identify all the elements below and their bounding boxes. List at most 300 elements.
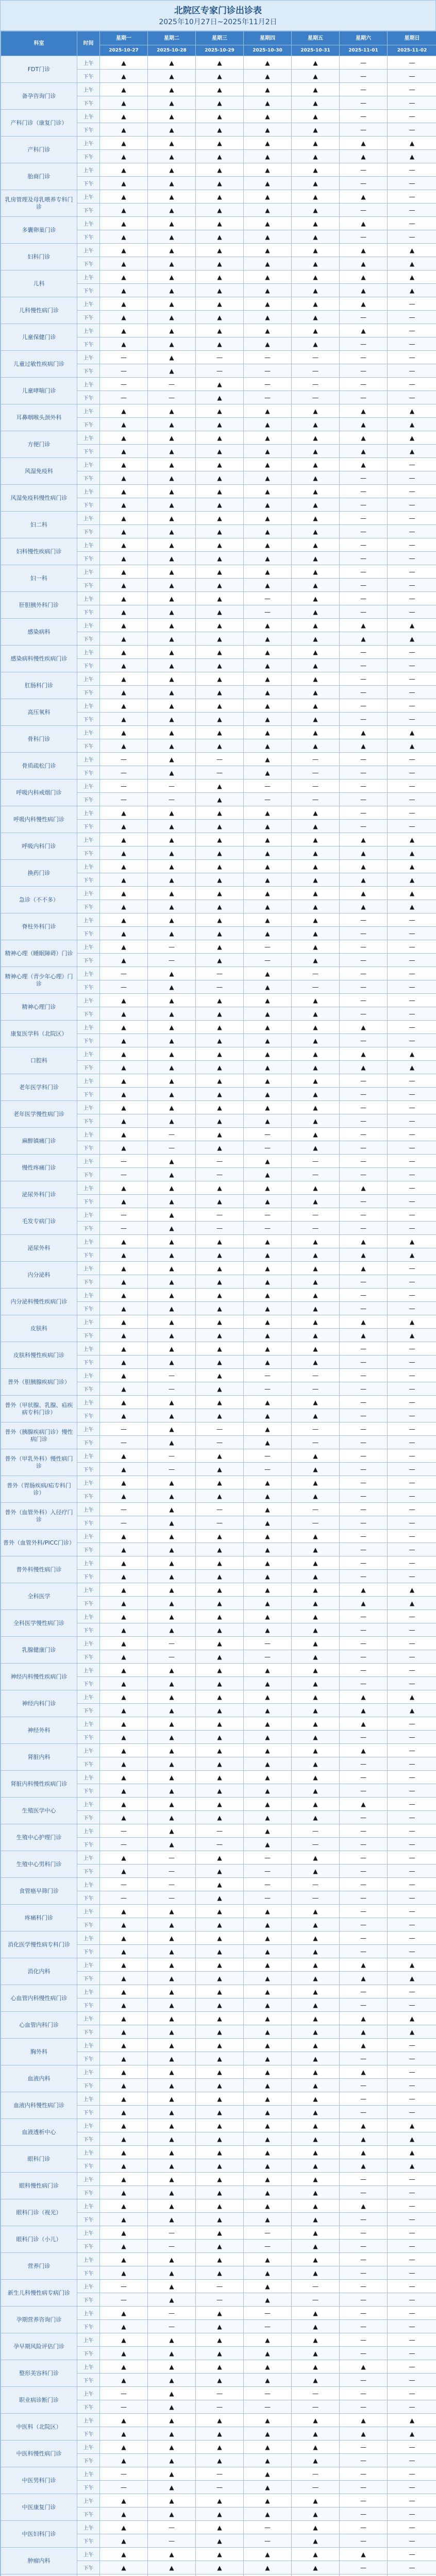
closed-marker: — [292, 1208, 340, 1222]
open-marker: ▲ [196, 2173, 244, 2186]
table-row [1, 1744, 436, 1757]
open-marker: ▲ [100, 1637, 148, 1650]
closed-marker: — [340, 96, 388, 110]
open-marker: ▲ [292, 2052, 340, 2065]
closed-marker: — [292, 779, 340, 793]
open-marker: ▲ [148, 2159, 196, 2173]
open-marker: ▲ [196, 793, 244, 806]
open-marker: ▲ [148, 1771, 196, 1784]
time-slot: 下午 [77, 632, 100, 646]
open-marker: ▲ [292, 846, 340, 860]
open-marker: ▲ [244, 1838, 292, 1851]
open-marker: ▲ [100, 592, 148, 605]
open-marker: ▲ [148, 137, 196, 150]
open-marker: ▲ [292, 1637, 340, 1650]
department-name: 神经内科门诊 [1, 1690, 77, 1717]
time-slot: 上午 [77, 1583, 100, 1597]
open-marker: ▲ [292, 311, 340, 324]
closed-marker: — [148, 1128, 196, 1141]
closed-marker: — [388, 2226, 436, 2240]
open-marker: ▲ [340, 2146, 388, 2159]
closed-marker: — [388, 2240, 436, 2253]
department-name: 备孕咨询门诊 [1, 83, 77, 110]
department-name: 心血管内科慢性病门诊 [1, 1985, 77, 2012]
closed-marker: — [244, 2320, 292, 2333]
open-marker: ▲ [292, 2414, 340, 2427]
open-marker: ▲ [196, 1704, 244, 1717]
open-marker: ▲ [244, 2481, 292, 2494]
closed-marker: — [292, 1516, 340, 1530]
open-marker: ▲ [292, 445, 340, 458]
table-row [1, 1931, 436, 1945]
open-marker: ▲ [292, 1248, 340, 1262]
closed-marker: — [388, 565, 436, 579]
department-name: 妇科门诊 [1, 244, 77, 270]
open-marker: ▲ [196, 1543, 244, 1556]
open-marker: ▲ [292, 1355, 340, 1369]
open-marker: ▲ [196, 1262, 244, 1275]
open-marker: ▲ [292, 1757, 340, 1771]
time-slot: 上午 [77, 2253, 100, 2266]
time-slot: 上午 [77, 1047, 100, 1061]
open-marker: ▲ [196, 2266, 244, 2280]
time-slot: 下午 [77, 579, 100, 592]
open-marker: ▲ [148, 860, 196, 873]
department-name: 口腔科 [1, 1047, 77, 1074]
department-name: 慢性疼痛门诊 [1, 1155, 77, 1181]
open-marker: ▲ [340, 2159, 388, 2173]
closed-marker: — [100, 967, 148, 980]
open-marker: ▲ [148, 512, 196, 525]
table-row [1, 1851, 436, 1865]
open-marker: ▲ [244, 1275, 292, 1289]
open-marker [196, 2574, 244, 2576]
time-slot: 上午 [77, 1342, 100, 1355]
open-marker: ▲ [196, 1369, 244, 1382]
closed-marker: — [340, 230, 388, 244]
closed-marker: — [244, 1637, 292, 1650]
closed-marker: — [388, 1717, 436, 1731]
open-marker: ▲ [244, 257, 292, 270]
closed-marker: — [292, 1824, 340, 1838]
closed-marker: — [388, 1088, 436, 1101]
open-marker: ▲ [148, 2012, 196, 2025]
closed-marker: — [388, 1409, 436, 1422]
open-marker: ▲ [244, 913, 292, 927]
table-row [1, 1021, 436, 1034]
time-slot: 上午 [77, 1476, 100, 1489]
open-marker: ▲ [100, 1570, 148, 1583]
open-marker: ▲ [292, 1262, 340, 1275]
open-marker: ▲ [244, 1744, 292, 1757]
closed-marker: — [388, 646, 436, 659]
closed-marker: — [100, 2400, 148, 2414]
open-marker: ▲ [196, 1878, 244, 1891]
open-marker: ▲ [196, 2052, 244, 2065]
open-marker: ▲ [100, 1583, 148, 1597]
open-marker: ▲ [100, 1489, 148, 1503]
open-marker: ▲ [292, 619, 340, 632]
time-slot: 上午 [77, 137, 100, 150]
closed-marker: — [388, 2266, 436, 2280]
closed-marker: — [244, 378, 292, 391]
department-name [1, 2574, 77, 2576]
open-marker: ▲ [100, 2146, 148, 2159]
closed-marker: — [340, 2454, 388, 2467]
closed-marker: — [340, 1516, 388, 1530]
open-marker: ▲ [244, 1704, 292, 1717]
closed-marker: — [388, 1891, 436, 1905]
time-slot: 下午 [77, 820, 100, 833]
open-marker: ▲ [388, 726, 436, 739]
time-slot: 上午 [77, 2307, 100, 2320]
open-marker: ▲ [292, 110, 340, 123]
closed-marker: — [388, 1114, 436, 1128]
closed-marker: — [340, 686, 388, 699]
header-date-5: 2025-11-01 [340, 45, 388, 56]
closed-marker: — [388, 337, 436, 351]
closed-marker: — [340, 806, 388, 820]
closed-marker: — [196, 1222, 244, 1235]
open-marker: ▲ [100, 1811, 148, 1824]
open-marker: ▲ [100, 1771, 148, 1784]
closed-marker: — [100, 1516, 148, 1530]
time-slot: 下午 [77, 954, 100, 967]
open-marker: ▲ [100, 2240, 148, 2253]
open-marker: ▲ [244, 217, 292, 230]
closed-marker: — [100, 391, 148, 404]
open-marker: ▲ [244, 404, 292, 418]
table-row [1, 592, 436, 605]
time-slot: 下午 [77, 1865, 100, 1878]
open-marker: ▲ [100, 686, 148, 699]
open-marker: ▲ [244, 1597, 292, 1610]
time-slot: 下午 [77, 1998, 100, 2012]
open-marker: ▲ [100, 1931, 148, 1945]
open-marker: ▲ [340, 1262, 388, 1275]
closed-marker: — [292, 2467, 340, 2481]
closed-marker: — [100, 351, 148, 364]
open-marker: ▲ [100, 204, 148, 217]
closed-marker: — [340, 1731, 388, 1744]
time-slot: 上午 [77, 2039, 100, 2052]
time-slot: 下午 [77, 2106, 100, 2119]
open-marker: ▲ [196, 1597, 244, 1610]
open-marker: ▲ [196, 2360, 244, 2374]
time-slot: 上午 [77, 940, 100, 954]
open-marker: ▲ [292, 150, 340, 163]
open-marker: ▲ [244, 2467, 292, 2481]
closed-marker: — [340, 1034, 388, 1047]
open-marker: ▲ [148, 2253, 196, 2266]
open-marker: ▲ [340, 1958, 388, 1972]
closed-marker: — [388, 913, 436, 927]
open-marker: ▲ [196, 552, 244, 565]
department-name: 食管癌早筛门诊 [1, 1878, 77, 1905]
open-marker: ▲ [244, 820, 292, 833]
closed-marker: — [340, 1543, 388, 1556]
open-marker: ▲ [196, 2226, 244, 2240]
open-marker: ▲ [148, 2481, 196, 2494]
time-slot: 上午 [77, 2414, 100, 2427]
open-marker: ▲ [148, 96, 196, 110]
open-marker: ▲ [100, 1985, 148, 1998]
open-marker: ▲ [292, 1798, 340, 1811]
open-marker: ▲ [148, 686, 196, 699]
open-marker: ▲ [244, 579, 292, 592]
time-slot: 下午 [77, 204, 100, 217]
open-marker: ▲ [196, 1047, 244, 1061]
closed-marker: — [388, 2441, 436, 2454]
closed-marker: — [148, 391, 196, 404]
open-marker: ▲ [292, 1141, 340, 1155]
open-marker: ▲ [196, 1235, 244, 1248]
open-marker: ▲ [148, 2079, 196, 2092]
department-name: 肾脏内科慢性疾病门诊 [1, 1771, 77, 1798]
open-marker: ▲ [100, 2374, 148, 2387]
time-slot: 下午 [77, 846, 100, 860]
open-marker: ▲ [244, 980, 292, 994]
closed-marker: — [340, 2441, 388, 2454]
time-slot: 上午 [77, 1208, 100, 1222]
open-marker: ▲ [196, 2186, 244, 2199]
open-marker: ▲ [100, 739, 148, 753]
closed-marker: — [388, 110, 436, 123]
department-name: 普外（胰腺疾病门诊）慢性病门诊 [1, 1422, 77, 1449]
open-marker: ▲ [292, 137, 340, 150]
time-slot: 上午 [77, 485, 100, 498]
open-marker: ▲ [100, 2092, 148, 2106]
closed-marker: — [340, 2226, 388, 2240]
open-marker: ▲ [100, 1369, 148, 1382]
time-slot: 下午 [77, 2052, 100, 2065]
open-marker: ▲ [244, 1570, 292, 1583]
time-slot: 上午 [77, 458, 100, 471]
open-marker: ▲ [100, 538, 148, 552]
open-marker: ▲ [196, 1141, 244, 1155]
open-marker: ▲ [292, 1530, 340, 1543]
open-marker: ▲ [244, 1101, 292, 1114]
closed-marker: — [340, 1556, 388, 1570]
closed-marker: — [388, 2079, 436, 2092]
open-marker: ▲ [196, 311, 244, 324]
department-name: 胎商门诊 [1, 163, 77, 190]
open-marker: ▲ [292, 2039, 340, 2052]
closed-marker: — [148, 2320, 196, 2333]
time-slot: 上午 [77, 538, 100, 552]
closed-marker: — [388, 1021, 436, 1034]
closed-marker: — [340, 1355, 388, 1369]
open-marker: ▲ [148, 1664, 196, 1677]
open-marker: ▲ [340, 900, 388, 913]
open-marker: ▲ [244, 1489, 292, 1503]
closed-marker: — [340, 498, 388, 512]
closed-marker: — [148, 2226, 196, 2240]
open-marker: ▲ [148, 2548, 196, 2561]
time-slot: 上午 [77, 2333, 100, 2347]
open-marker: ▲ [100, 2012, 148, 2025]
open-marker: ▲ [244, 994, 292, 1007]
closed-marker: — [340, 1811, 388, 1824]
open-marker: ▲ [292, 1905, 340, 1918]
closed-marker: — [388, 70, 436, 83]
time-slot: 上午 [77, 56, 100, 70]
open-marker: ▲ [148, 1731, 196, 1744]
time-slot: 下午 [77, 284, 100, 297]
closed-marker: — [388, 1610, 436, 1623]
open-marker: ▲ [340, 190, 388, 204]
open-marker: ▲ [340, 418, 388, 431]
open-marker: ▲ [244, 123, 292, 137]
time-slot: 上午 [77, 860, 100, 873]
closed-marker: — [100, 1208, 148, 1222]
open-marker: ▲ [292, 1289, 340, 1302]
closed-marker: — [148, 1369, 196, 1382]
closed-marker: — [148, 2240, 196, 2253]
open-marker: ▲ [244, 1918, 292, 1931]
time-slot: 上午 [77, 753, 100, 766]
open-marker: ▲ [148, 1503, 196, 1516]
open-marker: ▲ [196, 2521, 244, 2534]
table-row [1, 1235, 436, 1248]
time-slot: 下午 [77, 418, 100, 431]
closed-marker: — [340, 980, 388, 994]
closed-marker: — [292, 1382, 340, 1396]
closed-marker: — [388, 2065, 436, 2079]
open-marker: ▲ [340, 150, 388, 163]
time-slot: 上午 [77, 1503, 100, 1516]
department-name: 消化医学慢性病专科门诊 [1, 1931, 77, 1958]
open-marker: ▲ [292, 2320, 340, 2333]
department-name: FDT门诊 [1, 56, 77, 83]
time-slot: 下午 [77, 1891, 100, 1905]
table-row [1, 324, 436, 337]
closed-marker: — [388, 1878, 436, 1891]
time-slot: 下午 [77, 123, 100, 137]
open-marker: ▲ [292, 2454, 340, 2467]
time-slot: 下午 [77, 2454, 100, 2467]
open-marker: ▲ [388, 137, 436, 150]
open-marker: ▲ [388, 1958, 436, 1972]
open-marker: ▲ [244, 2494, 292, 2507]
closed-marker: — [340, 954, 388, 967]
closed-marker: — [388, 967, 436, 980]
table-row [1, 2039, 436, 2052]
open-marker: ▲ [292, 1476, 340, 1489]
closed-marker: — [388, 297, 436, 311]
closed-marker: — [388, 230, 436, 244]
open-marker: ▲ [292, 2240, 340, 2253]
open-marker: ▲ [244, 70, 292, 83]
closed-marker: — [340, 110, 388, 123]
open-marker: ▲ [244, 873, 292, 887]
closed-marker: — [196, 2481, 244, 2494]
time-slot: 下午 [77, 1222, 100, 1235]
department-name: 孕期营养咨询门诊 [1, 2307, 77, 2333]
time-slot: 上午 [77, 565, 100, 579]
open-marker: ▲ [196, 1918, 244, 1931]
time-slot: 下午 [77, 739, 100, 753]
time-slot: 下午 [77, 900, 100, 913]
open-marker: ▲ [292, 1597, 340, 1610]
table-row [1, 137, 436, 150]
closed-marker: — [292, 2293, 340, 2307]
open-marker: ▲ [196, 2427, 244, 2441]
time-slot: 下午 [77, 177, 100, 190]
open-marker: ▲ [292, 1650, 340, 1664]
open-marker: ▲ [196, 96, 244, 110]
open-marker: ▲ [148, 1597, 196, 1610]
closed-marker: — [340, 1677, 388, 1690]
open-marker: ▲ [292, 538, 340, 552]
closed-marker: — [196, 1422, 244, 1436]
table-row [1, 1905, 436, 1918]
open-marker: ▲ [196, 244, 244, 257]
open-marker: ▲ [196, 1744, 244, 1757]
time-slot: 上午 [77, 1181, 100, 1195]
open-marker: ▲ [100, 713, 148, 726]
open-marker: ▲ [292, 2494, 340, 2507]
open-marker: ▲ [244, 632, 292, 646]
closed-marker: — [388, 2173, 436, 2186]
open-marker: ▲ [244, 471, 292, 485]
open-marker: ▲ [196, 404, 244, 418]
closed-marker: — [388, 1195, 436, 1208]
time-slot: 下午 [77, 2079, 100, 2092]
open-marker: ▲ [244, 177, 292, 190]
open-marker: ▲ [100, 1007, 148, 1021]
time-slot: 上午 [77, 913, 100, 927]
table-row [1, 1637, 436, 1650]
header-date-0: 2025-10-27 [100, 45, 148, 56]
time-slot: 上午 [77, 190, 100, 204]
department-name: 耳鼻咽喉头颈外科 [1, 404, 77, 431]
open-marker: ▲ [340, 2039, 388, 2052]
open-marker: ▲ [340, 1717, 388, 1731]
closed-marker: — [340, 525, 388, 538]
time-slot: 下午 [77, 1516, 100, 1530]
time-slot: 上午 [77, 2494, 100, 2507]
open-marker: ▲ [196, 418, 244, 431]
open-marker: ▲ [340, 833, 388, 846]
table-row [1, 2065, 436, 2079]
closed-marker: — [388, 471, 436, 485]
open-marker: ▲ [196, 1181, 244, 1195]
open-marker: ▲ [196, 525, 244, 538]
open-marker: ▲ [100, 2266, 148, 2280]
open-marker: ▲ [292, 1556, 340, 1570]
open-marker: ▲ [196, 2146, 244, 2159]
closed-marker: — [340, 672, 388, 686]
department-name: 整形美容科门诊 [1, 2360, 77, 2387]
closed-marker: — [340, 378, 388, 391]
open-marker: ▲ [340, 2548, 388, 2561]
time-slot: 上午 [77, 1798, 100, 1811]
open-marker: ▲ [244, 1289, 292, 1302]
open-marker: ▲ [292, 431, 340, 445]
closed-marker: — [100, 1838, 148, 1851]
open-marker: ▲ [100, 2039, 148, 2052]
closed-marker: — [388, 753, 436, 766]
open-marker: ▲ [196, 1945, 244, 1958]
open-marker: ▲ [196, 887, 244, 900]
department-name: 麻醉镇痛门诊 [1, 1128, 77, 1155]
open-marker: ▲ [148, 1476, 196, 1489]
open-marker: ▲ [196, 70, 244, 83]
open-marker: ▲ [244, 659, 292, 672]
open-marker: ▲ [292, 177, 340, 190]
closed-marker: — [388, 2548, 436, 2561]
